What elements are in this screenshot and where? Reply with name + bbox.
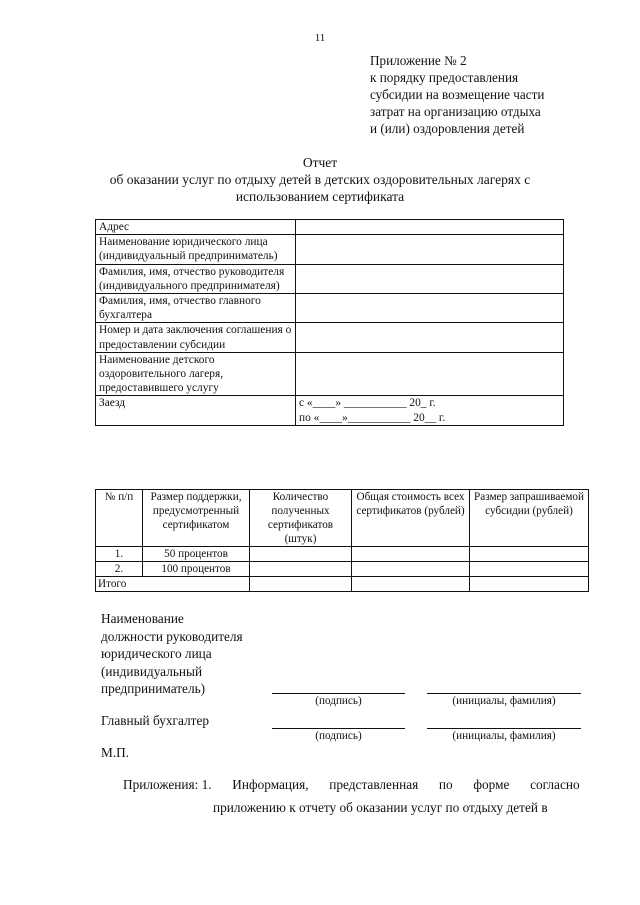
appendix-line: к порядку предоставления xyxy=(370,70,519,85)
col-header-cert-count: Количество полученных сертификатов (штук) xyxy=(250,490,352,547)
head-label-line: Наименование xyxy=(101,611,184,626)
row-subsidy xyxy=(470,562,589,577)
attachments-line: 1. Информация, представленная по форме согласно xyxy=(201,777,580,792)
row-label: Наименование детского оздоровительного лагеря, предоставившего услугу xyxy=(96,352,296,396)
col-header-subsidy: Размер запрашиваемой субсидии (рублей) xyxy=(470,490,589,547)
zaezd-to: по «____»___________ 20__ г. xyxy=(299,411,446,424)
row-number: 2. xyxy=(96,562,143,577)
total-label: Итого xyxy=(96,577,250,592)
row-label: Адрес xyxy=(96,220,296,235)
total-cert-count xyxy=(250,577,352,592)
table-row xyxy=(96,235,564,264)
head-label-line: юридического лица xyxy=(101,646,212,661)
table-row xyxy=(96,352,564,396)
appendix-line: и (или) оздоровления детей xyxy=(370,121,525,136)
col-header-support-size: Размер поддержки, предусмотренный сертификатом xyxy=(143,490,250,547)
appendix-line: Приложение № 2 xyxy=(370,53,467,68)
row-cert-count xyxy=(250,562,352,577)
page-number: 11 xyxy=(314,32,326,44)
row-cert-count xyxy=(250,547,352,562)
row-total-cost xyxy=(352,562,470,577)
row-support-size: 100 процентов xyxy=(143,562,250,577)
title-line: об оказании услуг по отдыху детей в детских оздоровительных лагерях с xyxy=(109,172,531,187)
row-value xyxy=(296,294,564,323)
table-row xyxy=(96,562,589,577)
table-row xyxy=(96,264,564,293)
row-number: 1. xyxy=(96,547,143,562)
row-value xyxy=(296,352,564,396)
zaezd-label: Заезд xyxy=(96,396,296,425)
head-name-caption: (инициалы, фамилия) xyxy=(452,695,556,707)
total-cost xyxy=(352,577,470,592)
accountant-name-line xyxy=(427,728,581,729)
accountant-name-caption: (инициалы, фамилия) xyxy=(452,730,556,742)
zaezd-dates xyxy=(296,396,564,425)
table-total-row xyxy=(96,577,589,592)
attachments-note xyxy=(123,773,580,819)
attachments-line: приложению к отчету об оказании услуг по отдыху детей в xyxy=(213,800,548,815)
row-label: Номер и дата заключения соглашения о предоставлении субсидии xyxy=(96,323,296,352)
head-label-line: (индивидуальный xyxy=(101,663,203,679)
title-line: использованием сертификата xyxy=(235,189,405,204)
table-row xyxy=(96,547,589,562)
col-header-number: № п/п xyxy=(96,490,143,547)
row-value xyxy=(296,264,564,293)
appendix-header xyxy=(370,52,544,137)
row-value xyxy=(296,323,564,352)
col-header-total-cost: Общая стоимость всех сертификатов (рублей) xyxy=(352,490,470,547)
table-row xyxy=(96,323,564,352)
attachments-label: Приложения: xyxy=(123,777,199,792)
row-label: Фамилия, имя, отчество главного бухгалтера xyxy=(96,294,296,323)
head-name-line xyxy=(427,693,581,694)
table-row xyxy=(96,396,564,425)
stamp-placeholder: М.П. xyxy=(101,745,130,760)
table-header-row xyxy=(96,490,589,547)
title-line: Отчет xyxy=(302,155,338,170)
table-row xyxy=(96,294,564,323)
head-signature-caption: (подпись) xyxy=(315,695,362,707)
head-label-line: предприниматель) xyxy=(101,681,206,696)
row-value xyxy=(296,220,564,235)
zaezd-from: с «____» ___________ 20_ г. xyxy=(299,397,436,410)
appendix-line: затрат на организацию отдыха xyxy=(370,104,541,119)
accountant-signature-line xyxy=(272,728,405,729)
row-label: Фамилия, имя, отчество руководителя (индивидуального предпринимателя) xyxy=(96,264,296,293)
table-row xyxy=(96,220,564,235)
certificate-table xyxy=(95,489,589,592)
row-total-cost xyxy=(352,547,470,562)
row-support-size: 50 процентов xyxy=(143,547,250,562)
total-subsidy xyxy=(470,577,589,592)
accountant-label: Главный бухгалтер xyxy=(101,713,210,728)
head-signature-line xyxy=(272,693,405,694)
info-table xyxy=(95,219,564,426)
row-subsidy xyxy=(470,547,589,562)
head-label-line: должности руководителя xyxy=(101,628,243,644)
row-label: Наименование юридического лица (индивидуальный предприниматель) xyxy=(96,235,296,264)
appendix-line: субсидии на возмещение части xyxy=(370,87,545,102)
document-title xyxy=(0,154,640,205)
row-value xyxy=(296,235,564,264)
accountant-signature-caption: (подпись) xyxy=(315,730,362,742)
head-position-label xyxy=(101,610,243,698)
